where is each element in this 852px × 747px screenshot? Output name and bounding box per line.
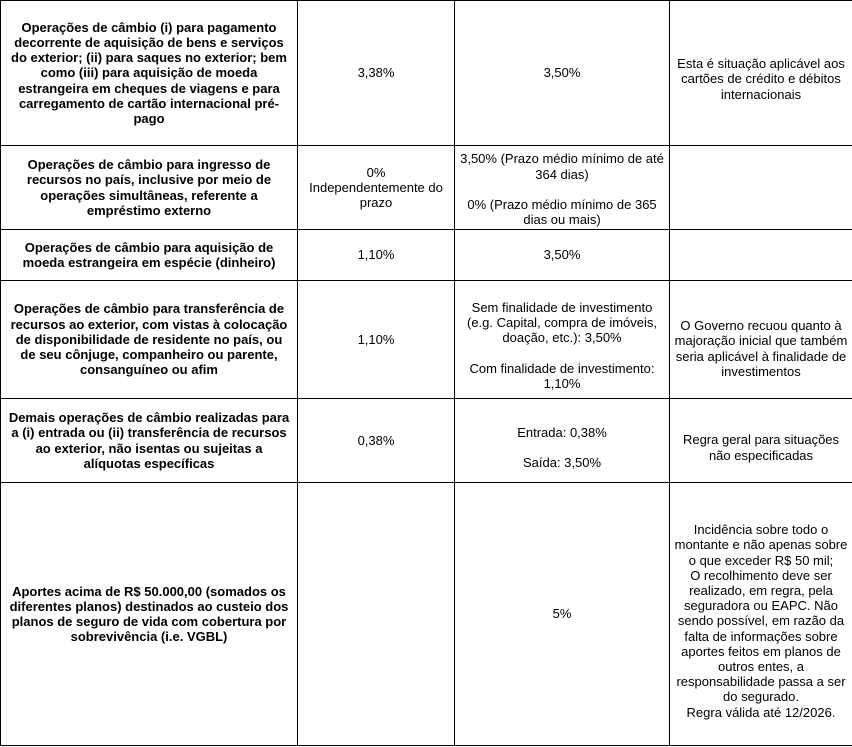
operation-text: Operações de câmbio para ingresso de recursos no país, inclusive por meio de operações simultâneas, referente a empréstimo externo <box>26 157 272 218</box>
rate-new-cell <box>455 1 670 146</box>
operation-cell <box>1 483 298 746</box>
table-row <box>1 281 852 399</box>
rate-new-cell <box>455 399 670 483</box>
rate-old-cell <box>298 483 455 746</box>
notes-text: Regra geral para situações não especificadas <box>682 432 840 463</box>
rate-new-cell <box>455 483 670 746</box>
rate-new-text: 3,50% (Prazo médio mínimo de até 364 dias) 0% (Prazo médio mínimo de 365 dias ou mais) <box>460 151 664 228</box>
operation-text: Demais operações de câmbio realizadas para a (i) entrada ou (ii) transferência de recursos ao exterior, não isentas ou sujeitas a alíquotas específicas <box>8 410 290 471</box>
rate-new-text: 3,50% <box>543 247 581 263</box>
notes-cell <box>670 230 852 281</box>
table-row <box>1 483 852 746</box>
rate-old-text: 0,38% <box>357 432 395 448</box>
operation-text: Operações de câmbio (i) para pagamento decorrente de aquisição de bens e serviços do exterior; (ii) para saques no exterior; bem como (iii) para aquisição de moeda estrangeira em cheques de viagens e para carregamento de cartão internacional pré-pago <box>11 19 287 126</box>
operation-cell <box>1 146 298 230</box>
rate-old-text: 1,10% <box>357 331 395 347</box>
notes-cell <box>670 146 852 230</box>
operation-text: Operações de câmbio para transferência de recursos ao exterior, com vistas à colocação de disponibilidade de residente no país, ou de seu cônjuge, companheiro ou parente, consanguíneo ou afim <box>10 301 288 378</box>
table-row <box>1 230 852 281</box>
rate-new-text: 3,50% <box>543 65 581 81</box>
rate-old-text: 1,10% <box>357 247 395 263</box>
table-row <box>1 399 852 483</box>
notes-cell <box>670 483 852 746</box>
rate-old-cell <box>298 230 455 281</box>
operation-cell <box>1 399 298 483</box>
rate-new-cell <box>455 146 670 230</box>
rate-new-cell <box>455 281 670 399</box>
operation-cell <box>1 1 298 146</box>
rate-old-text: 0% Independentemente do prazo <box>309 164 443 211</box>
rate-old-text: 3,38% <box>357 65 395 81</box>
notes-text: Esta é situação aplicável aos cartões de crédito e débitos internacionais <box>677 56 845 102</box>
notes-cell <box>670 281 852 399</box>
rate-old-cell <box>298 1 455 146</box>
rate-new-cell <box>455 230 670 281</box>
operation-text: Operações de câmbio para aquisição de moeda estrangeira em espécie (dinheiro) <box>22 239 276 270</box>
table-row <box>1 1 852 146</box>
operation-cell <box>1 281 298 399</box>
notes-text: Incidência sobre todo o montante e não apenas sobre o que exceder R$ 50 mil; O recolhimento deve ser realizado, em regra, pela seguradora ou EAPC. Não sendo possível, em razão da falta de informações sobre aportes feitos em planos de outros entes, a responsabilidade passa a ser do segurado. Regra válida até 12/2026. <box>674 522 848 720</box>
notes-text: O Governo recuou quanto à majoração inicial que também seria aplicável à finalidade de investimentos <box>674 318 848 379</box>
operation-cell <box>1 230 298 281</box>
notes-cell <box>670 399 852 483</box>
notes-cell <box>670 1 852 146</box>
rate-new-text: 5% <box>552 606 572 622</box>
rate-old-cell <box>298 281 455 399</box>
operation-text: Aportes acima de R$ 50.000,00 (somados os diferentes planos) destinados ao custeio dos planos de seguro de vida com cobertura por sobrevivência (i.e. VGBL) <box>9 583 289 645</box>
rate-new-text: Sem finalidade de investimento (e.g. Capital, compra de imóveis, doação, etc.): 3,50% Com finalidade de investimento: 1,10% <box>466 299 658 391</box>
rate-old-cell <box>298 146 455 230</box>
rate-old-cell <box>298 399 455 483</box>
rate-new-text: Entrada: 0,38% Saída: 3,50% <box>517 424 607 471</box>
table-row <box>1 146 852 230</box>
